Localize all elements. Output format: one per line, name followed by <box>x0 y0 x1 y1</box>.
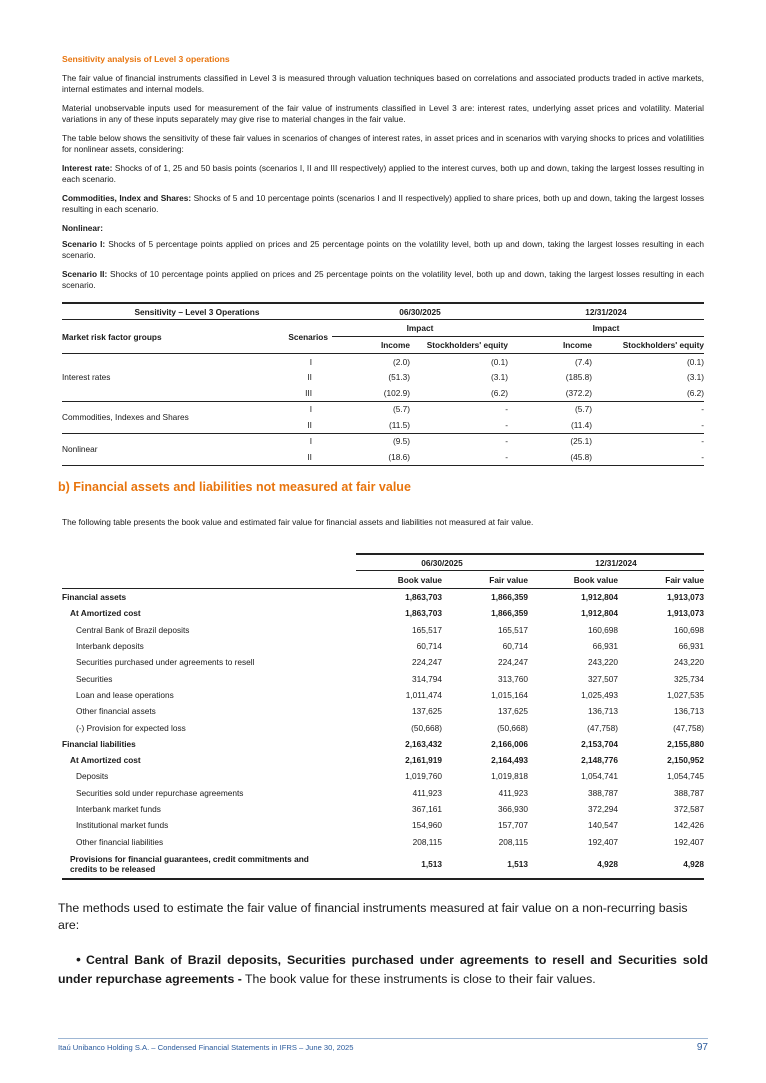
fv-value: 243,220 <box>674 657 704 668</box>
fv-value: 1,027,535 <box>667 689 704 700</box>
sens-income-2: (25.1) <box>570 436 592 447</box>
fv-value: 154,960 <box>412 820 442 831</box>
section-b-intro: The following table presents the book value and estimated fair value for financial assets and liabilities not measured at fair value. <box>62 517 534 527</box>
sensitivity-section <box>62 54 704 466</box>
fair-value-table <box>62 553 704 880</box>
fv-value: (47,758) <box>587 722 618 733</box>
sens-equity-2: (0.1) <box>686 356 704 367</box>
fv-value: 243,220 <box>588 657 618 668</box>
scenario-1-label: Scenario I: <box>62 239 106 249</box>
fv-date-1: 06/30/2025 <box>356 554 528 571</box>
fv-value: 2,150,952 <box>667 755 704 766</box>
sens-income-2: (11.4) <box>508 417 592 433</box>
fv-value: 411,923 <box>498 787 528 798</box>
sens-row <box>62 354 704 370</box>
fv-row <box>62 768 704 784</box>
fv-value: 2,166,006 <box>491 738 528 749</box>
fv-value: 314,794 <box>412 673 442 684</box>
fv-value: 140,547 <box>588 820 618 831</box>
fv-value: 388,787 <box>674 787 704 798</box>
fv-row <box>62 670 704 686</box>
sens-date-1: 06/30/2025 <box>332 303 508 320</box>
fv-row-label: Securities purchased under agreements to resell <box>76 657 255 668</box>
fv-value: 192,407 <box>588 836 618 847</box>
fv-value: 1,913,073 <box>667 592 704 603</box>
section-b-title: b) Financial assets and liabilities not measured at fair value <box>58 480 411 494</box>
sens-income-2: (5.7) <box>574 404 592 415</box>
sens-income-1: (102.9) <box>332 385 410 401</box>
scenario-1-paragraph <box>62 239 704 261</box>
fv-row <box>62 752 704 768</box>
fv-row <box>62 817 704 833</box>
fv-col-fair-2: Fair value <box>618 571 704 589</box>
sens-date-2: 12/31/2024 <box>508 303 704 320</box>
footer-text: Itaú Unibanco Holding S.A. – Condensed Financial Statements in IFRS – June 30, 2025 <box>58 1043 354 1052</box>
sens-income-2: (7.4) <box>574 356 592 367</box>
fv-row <box>62 850 704 879</box>
fv-row-label: Financial assets <box>62 592 127 603</box>
sens-group-name: Nonlinear <box>62 433 272 465</box>
fv-value: 366,930 <box>498 804 528 814</box>
sens-row <box>62 401 704 417</box>
bullet-dot-icon: • <box>76 951 81 967</box>
fv-value: 157,707 <box>498 820 528 831</box>
fv-value: 1,025,493 <box>581 689 618 700</box>
fv-row-label: Deposits <box>76 771 109 782</box>
sens-scenario: II <box>307 372 312 383</box>
sens-equity-1: - <box>505 436 508 447</box>
fv-value: 208,115 <box>498 836 528 847</box>
fair-value-table-body <box>62 589 704 879</box>
fv-value: 2,155,880 <box>667 738 704 749</box>
sens-group-name: Commodities, Indexes and Shares <box>62 401 272 433</box>
fv-row-label: Provisions for financial guarantees, credit commitments and credits to be released <box>62 850 356 879</box>
fv-col-book-1: Book value <box>356 571 442 589</box>
sens-equity-1: (3.1) <box>490 372 508 383</box>
commodities-paragraph <box>62 193 704 215</box>
fv-value: 1,913,073 <box>667 608 704 619</box>
scenario-2-label: Scenario II: <box>62 269 108 279</box>
fv-row <box>62 801 704 817</box>
fv-value: 137,625 <box>498 706 528 717</box>
sens-group-name: Interest rates <box>62 354 272 402</box>
sens-equity-2: - <box>701 404 704 415</box>
fv-value: 4,928 <box>528 850 618 879</box>
fv-value: 60,714 <box>416 641 442 652</box>
fv-value: (50,668) <box>497 722 528 733</box>
paragraph-3: The table below shows the sensitivity of these fair values in scenarios of changes of interest rates, in asset prices and in scenarios with varying shocks to prices and volatilities for nonlinear assets, considering: <box>62 133 704 154</box>
sens-equity-2: - <box>701 436 704 447</box>
sens-equity-1: - <box>410 449 508 465</box>
fv-row-label: Institutional market funds <box>76 820 169 831</box>
interest-rate-paragraph <box>62 163 704 185</box>
commodities-label: Commodities, Index and Shares: <box>62 193 192 203</box>
impact-header-2: Impact <box>508 320 704 337</box>
fv-date-2: 12/31/2024 <box>528 554 704 571</box>
fv-row <box>62 638 704 654</box>
sens-income-1: (5.7) <box>392 404 410 415</box>
fv-value: 192,407 <box>674 836 704 847</box>
fv-value: 372,294 <box>588 804 618 814</box>
sens-income-1: (2.0) <box>392 356 410 367</box>
fv-row-label: (-) Provision for expected loss <box>76 722 186 733</box>
fv-value: 325,734 <box>674 673 704 684</box>
footer-divider <box>58 1038 708 1039</box>
sens-scenario: II <box>272 449 332 465</box>
fv-value: (50,668) <box>411 722 442 733</box>
fv-value: 2,163,432 <box>405 738 442 749</box>
fv-value: 224,247 <box>498 657 528 668</box>
col-income-1: Income <box>332 337 410 354</box>
sensitivity-table <box>62 302 704 466</box>
fv-value: 136,713 <box>674 706 704 717</box>
paragraph-2: Material unobservable inputs used for measurement of the fair value of instruments classified in Level 3 are: interest rates, underlying asset prices and volatility. Material variations in any of these inputs separately may give rise to material changes in the fair value. <box>62 103 704 124</box>
sensitivity-table-body <box>62 354 704 466</box>
sens-income-1: (11.5) <box>332 417 410 433</box>
sens-scenario: III <box>272 385 332 401</box>
fv-value: 1,866,359 <box>491 592 528 603</box>
sens-row <box>62 433 704 449</box>
fv-value: 1,513 <box>356 850 442 879</box>
fv-value: 160,698 <box>674 624 704 635</box>
commodities-text: Shocks of 5 and 10 percentage points (scenarios I and II respectively) applied to share prices, both up and down, taking the largest losses resulting in each scenario. <box>62 193 704 214</box>
sens-scenario: I <box>309 436 312 447</box>
fv-value: 224,247 <box>412 657 442 668</box>
fv-value: 142,426 <box>674 820 704 831</box>
col-market-risk: Market risk factor groups <box>62 320 272 354</box>
fv-value: 2,164,493 <box>491 755 528 766</box>
fv-row-label: At Amortized cost <box>70 755 141 766</box>
sens-income-1: (51.3) <box>388 372 410 383</box>
sens-scenario: I <box>309 404 312 415</box>
fv-row-label: Financial liabilities <box>62 738 136 749</box>
scenario-1-text: Shocks of 5 percentage points applied on prices and 25 percentage points on the volatility level, both up and down, taking the largest losses resulting in each scenario. <box>62 239 705 260</box>
sens-equity-2: - <box>592 417 704 433</box>
fv-row-label: Interbank market funds <box>76 804 161 814</box>
fv-value: 1,015,164 <box>491 689 528 700</box>
fv-row <box>62 785 704 801</box>
fv-value: 66,931 <box>678 641 704 652</box>
fv-value: 4,928 <box>618 850 704 879</box>
col-scenarios: Scenarios <box>272 320 332 354</box>
sens-income-1: (9.5) <box>392 436 410 447</box>
fv-value: 165,517 <box>498 624 528 635</box>
sens-equity-1: - <box>505 404 508 415</box>
fv-row-label: Interbank deposits <box>76 641 144 652</box>
fv-value: 1,019,760 <box>405 771 442 782</box>
nonlinear-heading: Nonlinear: <box>62 223 104 233</box>
fv-value: 60,714 <box>502 641 528 652</box>
sens-income-2: (45.8) <box>508 449 592 465</box>
sens-income-2: (185.8) <box>565 372 592 383</box>
fv-value: 1,863,703 <box>405 608 442 619</box>
sens-scenario: II <box>272 417 332 433</box>
fv-value: 367,161 <box>412 804 442 814</box>
col-equity-2: Stockholders' equity <box>592 337 704 354</box>
fv-row-label: Other financial liabilities <box>76 836 164 847</box>
fv-value: 165,517 <box>412 624 442 635</box>
interest-rate-label: Interest rate: <box>62 163 113 173</box>
sens-equity-1: - <box>410 417 508 433</box>
col-equity-1: Stockholders' equity <box>410 337 508 354</box>
sens-equity-1: (6.2) <box>410 385 508 401</box>
fv-value: 66,931 <box>592 641 618 652</box>
sens-equity-2: - <box>592 449 704 465</box>
fv-row-label: Securities <box>76 673 113 684</box>
sens-table-title: Sensitivity – Level 3 Operations <box>62 303 332 320</box>
sens-equity-1: (0.1) <box>490 356 508 367</box>
fv-value: 1,513 <box>442 850 528 879</box>
sens-scenario: I <box>309 356 312 367</box>
fv-value: 208,115 <box>412 836 442 847</box>
col-income-2: Income <box>508 337 592 354</box>
fv-row <box>62 687 704 703</box>
fv-row-label: Loan and lease operations <box>76 689 174 700</box>
fv-row <box>62 622 704 638</box>
fv-value: 2,148,776 <box>581 755 618 766</box>
scenario-2-text: Shocks of 10 percentage points applied on prices and 25 percentage points on the volatility level, both up and down, taking the largest losses resulting in each scenario. <box>62 269 704 290</box>
fv-value: 388,787 <box>588 787 618 798</box>
fv-row-label: Central Bank of Brazil deposits <box>76 624 190 635</box>
fv-value: 372,587 <box>674 804 704 814</box>
fv-col-book-2: Book value <box>528 571 618 589</box>
fv-value: 1,054,741 <box>581 771 618 782</box>
methods-text: The methods used to estimate the fair value of financial instruments measured at fair value on a non-recurring basis are: <box>58 901 688 932</box>
fv-value: 1,011,474 <box>405 689 442 700</box>
fv-value: 313,760 <box>498 673 528 684</box>
fv-value: 327,507 <box>588 673 618 684</box>
fv-value: 1,019,818 <box>491 771 528 782</box>
fv-value: 1,912,804 <box>581 608 618 619</box>
page-number: 97 <box>696 1042 708 1053</box>
paragraph-1: The fair value of financial instruments classified in Level 3 is measured through valuation techniques based on correlations and associated products traded in active markets, internal estimates and internal models. <box>62 73 704 94</box>
fv-row <box>62 703 704 719</box>
fv-value: 160,698 <box>588 624 618 635</box>
fv-row <box>62 654 704 670</box>
fv-value: 1,863,703 <box>405 592 442 603</box>
bullet-bold-text: Central Bank of Brazil deposits, Securities purchased under agreements to resell and Securities sold under repurchase agreements - <box>58 953 708 986</box>
section-title: Sensitivity analysis of Level 3 operations <box>62 54 230 64</box>
fv-row <box>62 719 704 735</box>
fv-value: (47,758) <box>673 722 704 733</box>
scenario-2-paragraph <box>62 269 704 291</box>
fv-value: 136,713 <box>588 706 618 717</box>
fv-value: 2,153,704 <box>581 738 618 749</box>
bullet-text: The book value for these instruments is close to their fair values. <box>241 972 596 986</box>
sens-equity-2: (3.1) <box>686 372 704 383</box>
bullet-paragraph <box>58 950 708 989</box>
fv-col-fair-1: Fair value <box>442 571 528 589</box>
impact-header-1: Impact <box>332 320 508 337</box>
fv-row <box>62 605 704 621</box>
fv-row <box>62 833 704 849</box>
fv-row <box>62 736 704 752</box>
sens-equity-2: (6.2) <box>592 385 704 401</box>
fv-row-label: At Amortized cost <box>70 608 141 619</box>
fv-value: 137,625 <box>412 706 442 717</box>
fv-value: 1,912,804 <box>581 592 618 603</box>
sens-income-2: (372.2) <box>508 385 592 401</box>
fv-value: 2,161,919 <box>405 755 442 766</box>
fv-row-label: Securities sold under repurchase agreements <box>76 787 244 798</box>
fv-value: 1,054,745 <box>667 771 704 782</box>
fair-value-table-wrap <box>62 553 704 880</box>
fv-value: 1,866,359 <box>491 608 528 619</box>
fv-row <box>62 589 704 606</box>
sens-income-1: (18.6) <box>332 449 410 465</box>
fv-row-label: Other financial assets <box>76 706 156 717</box>
fv-value: 411,923 <box>412 787 442 798</box>
interest-rate-text: Shocks of of 1, 25 and 50 basis points (scenarios I, II and III respectively) applied to the interest curves, both up and down, taking the largest losses resulting in each scenario. <box>62 163 705 184</box>
